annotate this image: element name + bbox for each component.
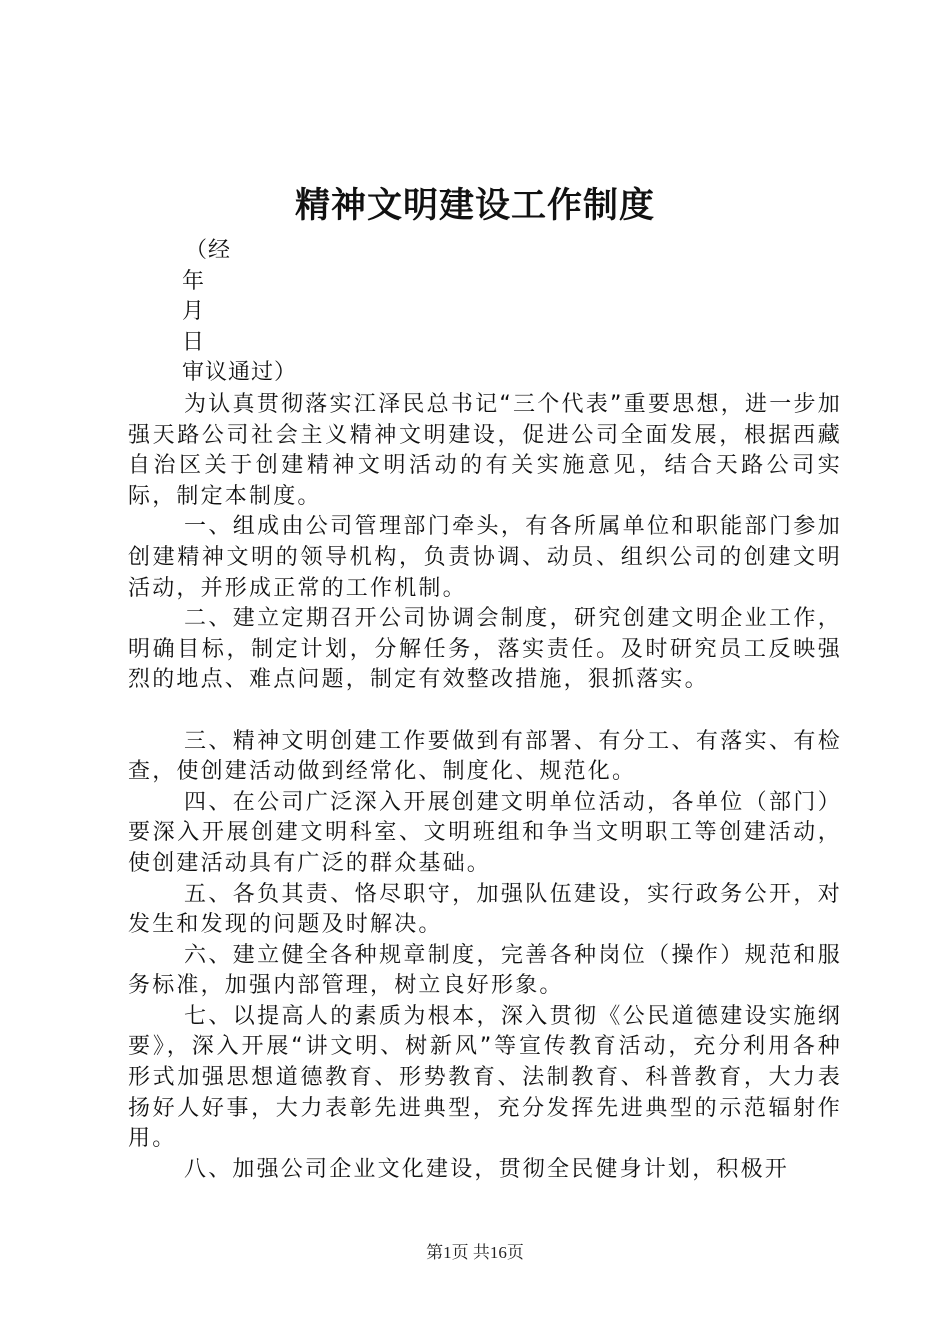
paragraph-item-1: 一、组成由公司管理部门牵头，有各所属单位和职能部门参加创建精神文明的领导机构，负责协调、动员、组织公司的创建文明活动，并形成正常的工作机制。 [128,514,842,601]
page-number: 第1页 共16页 [426,1243,524,1262]
paragraph-item-3: 三、精神文明创建工作要做到有部署、有分工、有落实、有检查，使创建活动做到经常化、制度化、规范化。 [128,728,842,785]
paragraph-item-4: 四、在公司广泛深入开展创建文明单位活动，各单位（部门）要深入开展创建文明科室、文明班组和争当文明职工等创建活动，使创建活动具有广泛的群众基础。 [128,789,842,876]
approval-note [182,236,297,389]
approval-line: 月 [182,299,206,324]
approval-line: 年 [182,268,206,294]
paragraph-intro: 为认真贯彻落实江泽民总书记“三个代表”重要思想，进一步加强天路公司社会主义精神文明建设，促进公司全面发展，根据西藏自治区关于创建精神文明活动的有关实施意见，结合天路公司实际，制定本制度。 [128,392,842,509]
paragraph-item-8: 八、加强公司企业文化建设，贯彻全民健身计划，积极开 [184,1156,790,1182]
paragraph-item-7: 七、以提高人的素质为根本，深入贯彻《公民道德建设实施纲要》，深入开展“讲文明、树新风”等宣传教育活动，充分利用各种形式加强思想道德教育、形势教育、法制教育、科普教育，大力表扬好人好事，大力表彰先进典型，充分发挥先进典型的示范辐射作用。 [128,1003,842,1152]
approval-line: 审议通过） [182,360,298,385]
document-body [128,390,842,1185]
document-title: 精神文明建设工作制度 [294,185,655,226]
paragraph-item-2: 二、建立定期召开公司协调会制度，研究创建文明企业工作，明确目标，制定计划，分解任务，落实责任。及时研究员工反映强烈的地点、难点问题，制定有效整改措施，狠抓落实。 [128,606,842,693]
paragraph-item-5: 五、各负其责、恪尽职守，加强队伍建设，实行政务公开，对发生和发现的问题及时解决。 [128,881,842,938]
paragraph-item-6: 六、建立健全各种规章制度，完善各种岗位（操作）规范和服务标准，加强内部管理，树立良好形象。 [128,942,842,999]
approval-line: （经 [185,238,232,263]
approval-line: 日 [182,329,206,355]
